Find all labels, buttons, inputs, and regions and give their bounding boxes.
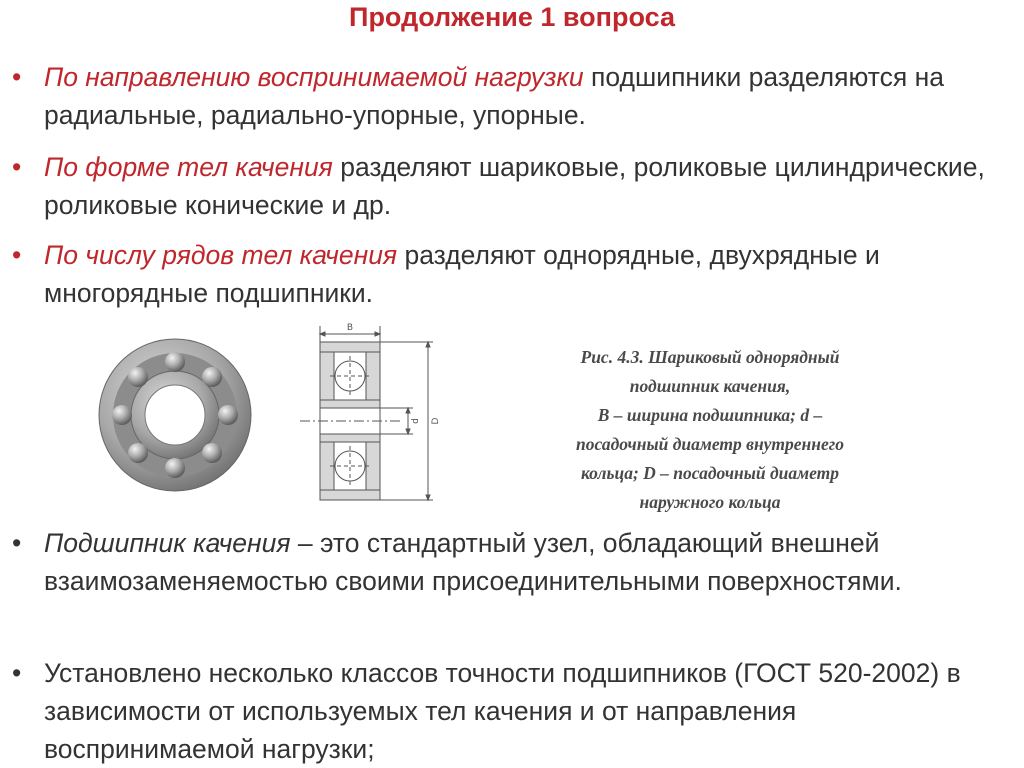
caption-line: посадочный диаметр внутреннего: [576, 434, 844, 454]
bearing-section-drawing: [295, 320, 445, 520]
bullet-emphasis: Подшипник качения: [44, 528, 291, 558]
inner-diameter-label: d: [411, 418, 421, 424]
bullet-precision-classes: [12, 654, 1012, 768]
bullet-rest: разделяют шариковые, роликовые цилиндрические, роликовые конические и др.: [44, 152, 985, 220]
bullet-text: [44, 148, 1012, 224]
bullet-emphasis: По числу рядов тел качения: [44, 240, 398, 270]
bullet-text: Установлено несколько классов точности подшипников (ГОСТ 520-2002) в зависимости от используемых тел качения и от направления воспринимаемой нагрузки;: [44, 658, 961, 764]
bullet-text: [44, 236, 1012, 312]
bullet-rest: подшипники разделяются на радиальные, радиально-упорные, упорные.: [44, 62, 944, 130]
caption-line: В – ширина подшипника; d –: [597, 405, 823, 425]
bullet-marker: •: [12, 658, 22, 688]
bullet-text: [44, 524, 1012, 600]
ball-bearing-illustration: [95, 335, 255, 495]
bullet-marker: •: [12, 152, 22, 182]
width-label: B: [346, 323, 354, 333]
slide-title: Продолжение 1 вопроса: [349, 2, 675, 32]
bullet-row-count: [12, 236, 1012, 312]
bullet-emphasis: По форме тел качения: [44, 152, 333, 182]
bullet-marker: •: [12, 62, 22, 92]
caption-line: подшипник качения,: [629, 376, 791, 396]
bullet-marker: •: [12, 528, 22, 558]
bullet-rolling-element-shape: [12, 148, 1012, 224]
bullet-definition: [12, 524, 1012, 600]
bullet-rest: – это стандартный узел, обладающий внешней взаимозаменяемостью своими присоединительными поверхностями.: [44, 528, 902, 596]
bullet-emphasis: По направлению воспринимаемой нагрузки: [44, 62, 584, 92]
bullet-load-direction: [12, 58, 1012, 134]
caption-line: кольца; D – посадочный диаметр: [580, 463, 840, 483]
outer-diameter-label: D: [431, 417, 441, 425]
caption-line: наружного кольца: [639, 492, 781, 512]
caption-line: Рис. 4.3. Шариковый однорядный: [580, 347, 840, 367]
figure-caption: [505, 343, 915, 517]
bullet-text: [44, 58, 1012, 134]
bullet-marker: •: [12, 240, 22, 270]
bullet-rest: разделяют однорядные, двухрядные и многорядные подшипники.: [44, 240, 880, 308]
